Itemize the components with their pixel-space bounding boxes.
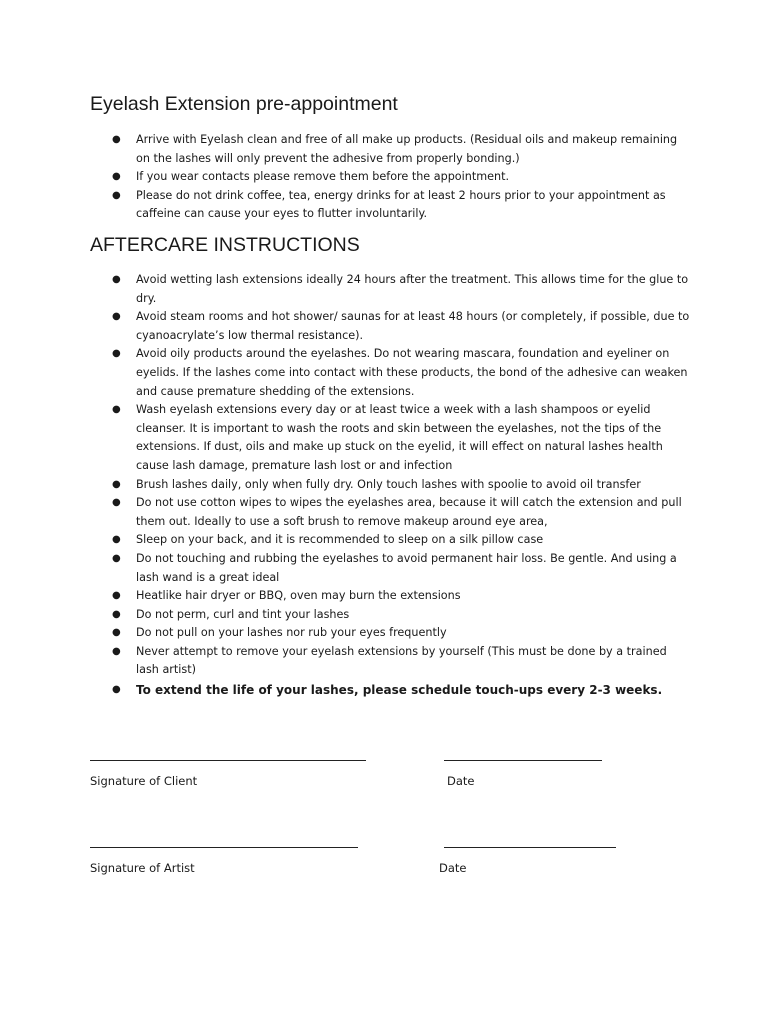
list-item [90, 131, 690, 168]
list-item [90, 550, 690, 587]
bullet-icon: ● [112, 590, 121, 602]
artist-signature-line[interactable] [90, 847, 358, 848]
artist-signature-label: Signature of Artist [90, 861, 195, 875]
list-item-text: Sleep on your back, and it is recommended to sleep on a silk pillow case [136, 533, 544, 547]
bullet-icon: ● [112, 497, 121, 509]
bullet-icon: ● [112, 404, 121, 416]
list-item [90, 308, 690, 345]
list-item [90, 401, 690, 475]
bullet-icon: ● [112, 134, 121, 145]
bullet-icon: ● [112, 189, 121, 201]
aftercare-heading: AFTERCARE INSTRUCTIONS [90, 234, 360, 256]
list-item-text: Avoid steam rooms and hot shower/ saunas for at least 48 hours (or completely, if possible, due to cyanoacrylate’s low thermal resistance). [136, 310, 690, 342]
client-date-line[interactable] [444, 760, 602, 761]
list-item [90, 531, 690, 550]
list-item [90, 345, 690, 401]
list-item-text: Arrive with Eyelash clean and free of all make up products. (Residual oils and makeup remaining on the lashes will only prevent the adhesive from properly bonding.) [136, 133, 678, 165]
list-item [90, 271, 690, 308]
bullet-icon: ● [112, 274, 121, 285]
list-item [90, 624, 690, 643]
bullet-icon: ● [112, 534, 121, 546]
list-item-text: To extend the life of your lashes, please schedule touch-ups every 2-3 weeks. [136, 683, 663, 698]
aftercare-list [90, 271, 690, 700]
list-item-text: Do not use cotton wipes to wipes the eyelashes area, because it will catch the extension and pull them out. Ideally to use a soft brush to remove makeup around eye area, [136, 496, 682, 528]
bullet-icon: ● [112, 311, 121, 323]
list-item-text: Avoid oily products around the eyelashes. Do not wearing mascara, foundation and eyeliner on eyelids. If the lashes come into contact with these products, the bond of the adhesive can weaken and cause premature shedding of the extensions. [136, 347, 688, 398]
bullet-icon: ● [112, 478, 121, 490]
client-signature-line[interactable] [90, 760, 366, 761]
list-item [90, 606, 690, 625]
bullet-icon: ● [112, 684, 121, 696]
list-item [90, 494, 690, 531]
bullet-icon: ● [112, 552, 121, 564]
bullet-icon: ● [112, 348, 121, 360]
list-item-text: Do not perm, curl and tint your lashes [136, 607, 350, 621]
list-item [90, 587, 690, 606]
client-date-label: Date [447, 774, 475, 788]
pre-appointment-list [90, 131, 690, 224]
touch-up-reminder [90, 681, 690, 700]
list-item-text: Avoid wetting lash extensions ideally 24 hours after the treatment. This allows time for the glue to dry. [136, 273, 689, 305]
list-item-text: Heatlike hair dryer or BBQ, oven may burn the extensions [136, 589, 461, 603]
list-item-text: Wash eyelash extensions every day or at least twice a week with a lash shampoos or eyelid cleanser. It is important to wash the roots and skin between the eyelashes, not the tips of the extensions. If dust, oils and make up stuck on the eyelid, it will effect on natural lashes health cause lash damage, premature lash lost or and infection [136, 403, 663, 472]
list-item [90, 643, 690, 680]
list-item-text: Do not pull on your lashes nor rub your eyes frequently [136, 626, 447, 640]
bullet-icon: ● [112, 171, 121, 183]
list-item [90, 187, 690, 224]
client-signature-label: Signature of Client [90, 774, 198, 788]
bullet-icon: ● [112, 627, 121, 639]
list-item-text: Please do not drink coffee, tea, energy drinks for at least 2 hours prior to your appointment as caffeine can cause your eyes to flutter involuntarily. [136, 188, 666, 221]
artist-date-line[interactable] [444, 847, 616, 848]
bullet-icon: ● [112, 608, 121, 620]
list-item-text: Brush lashes daily, only when fully dry. Only touch lashes with spoolie to avoid oil transfer [136, 477, 641, 491]
list-item-text: Never attempt to remove your eyelash extensions by yourself (This must be done by a trained lash artist) [136, 644, 667, 677]
list-item-text: Do not touching and rubbing the eyelashes to avoid permanent hair loss. Be gentle. And using a lash wand is a great ideal [136, 551, 677, 584]
pre-appointment-heading: Eyelash Extension pre-appointment [90, 93, 398, 115]
list-item [90, 476, 690, 495]
artist-date-label: Date [439, 861, 467, 875]
bullet-icon: ● [112, 645, 121, 657]
list-item-text: If you wear contacts please remove them before the appointment. [136, 170, 510, 184]
list-item [90, 168, 690, 187]
